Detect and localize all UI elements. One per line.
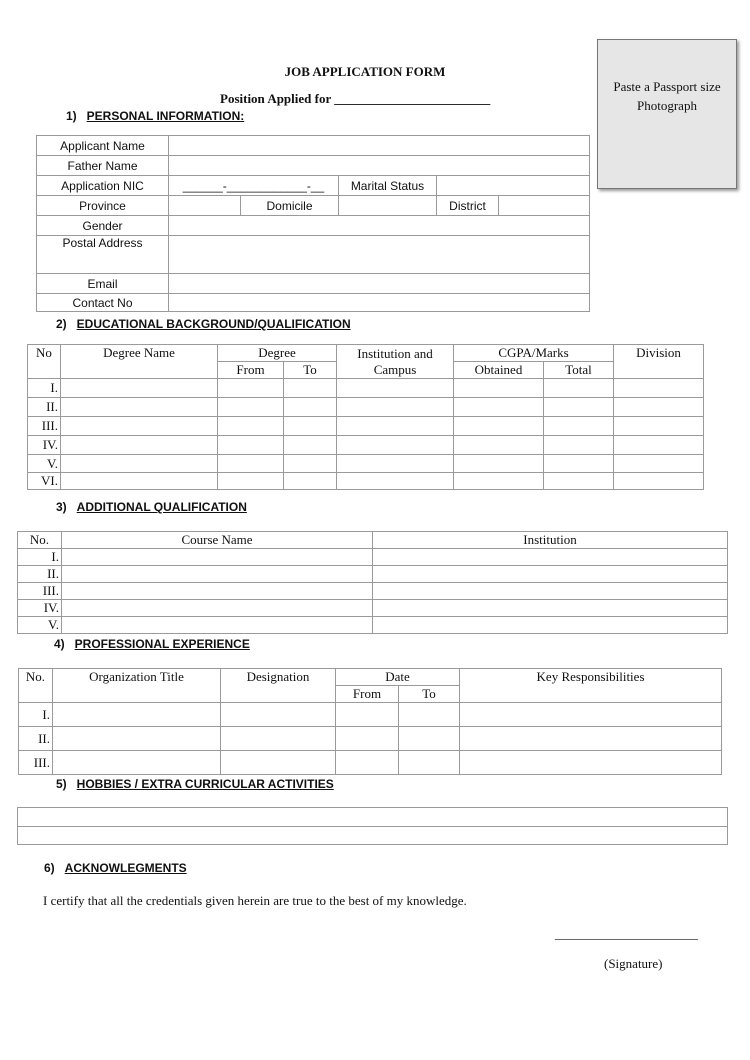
header-no: No.	[18, 532, 62, 549]
header-institution: Institution	[373, 532, 728, 549]
cell-from[interactable]	[218, 436, 284, 455]
section-hobbies-heading	[56, 777, 334, 791]
cell-institution[interactable]	[337, 417, 454, 436]
cell-division[interactable]	[614, 417, 704, 436]
cell-designation[interactable]	[221, 751, 336, 775]
cell-total[interactable]	[544, 473, 614, 490]
header-to: To	[284, 362, 337, 379]
header-no: No	[28, 345, 61, 379]
section-number: 5)	[56, 777, 67, 791]
cell-from[interactable]	[218, 417, 284, 436]
row-number: II.	[19, 727, 53, 751]
position-applied-field[interactable]: Position Applied for ________________________	[220, 91, 491, 106]
cell-total[interactable]	[544, 379, 614, 398]
cell-institution[interactable]	[373, 583, 728, 600]
row-number: IV.	[28, 436, 61, 455]
header-organization-title: Organization Title	[53, 669, 221, 703]
cell-obtained[interactable]	[454, 455, 544, 473]
section-number: 4)	[54, 637, 65, 651]
acknowledgment-statement: I certify that all the credentials given herein are true to the best of my knowledge.	[43, 893, 467, 908]
cell-institution[interactable]	[373, 566, 728, 583]
cell-to[interactable]	[284, 398, 337, 417]
cell-obtained[interactable]	[454, 398, 544, 417]
cell-institution[interactable]	[337, 398, 454, 417]
signature-label: (Signature)	[604, 956, 663, 971]
cell-organization[interactable]	[53, 727, 221, 751]
section-education-heading	[56, 317, 351, 331]
section-number: 3)	[56, 500, 67, 514]
row-number: V.	[28, 455, 61, 473]
cell-institution[interactable]	[373, 600, 728, 617]
hobbies-table	[17, 807, 728, 845]
cell-to[interactable]	[284, 436, 337, 455]
label-marital-status: Marital Status	[339, 176, 437, 196]
input-nic[interactable]: ______-____________-__	[169, 176, 339, 196]
passport-photo-box[interactable]	[597, 39, 737, 189]
section-additional-heading	[56, 500, 247, 514]
cell-from[interactable]	[218, 473, 284, 490]
cell-organization[interactable]	[53, 751, 221, 775]
cell-from[interactable]	[336, 727, 399, 751]
cell-institution[interactable]	[337, 379, 454, 398]
header-degree-name: Degree Name	[61, 345, 218, 379]
cell-designation[interactable]	[221, 727, 336, 751]
cell-obtained[interactable]	[454, 436, 544, 455]
cell-division[interactable]	[614, 436, 704, 455]
header-date: Date	[336, 669, 460, 686]
education-table	[27, 344, 704, 490]
label-contact-no: Contact No	[37, 294, 169, 312]
cell-from[interactable]	[218, 379, 284, 398]
cell-degree-name[interactable]	[61, 436, 218, 455]
cell-organization[interactable]	[53, 703, 221, 727]
input-hobbies-line[interactable]	[18, 808, 728, 827]
cell-to[interactable]	[284, 473, 337, 490]
cell-institution[interactable]	[373, 549, 728, 566]
cell-total[interactable]	[544, 436, 614, 455]
cell-division[interactable]	[614, 473, 704, 490]
additional-qualification-table	[17, 531, 728, 634]
photo-box-text-line1: Paste a Passport size	[613, 79, 721, 94]
cell-to[interactable]	[284, 417, 337, 436]
cell-degree-name[interactable]	[61, 473, 218, 490]
header-institution-line2: Campus	[373, 361, 417, 377]
label-domicile: Domicile	[241, 196, 339, 216]
header-key-responsibilities: Key Responsibilities	[460, 669, 722, 703]
cell-division[interactable]	[614, 398, 704, 417]
cell-division[interactable]	[614, 379, 704, 398]
cell-from[interactable]	[336, 703, 399, 727]
label-gender: Gender	[37, 216, 169, 236]
input-marital-status[interactable]	[437, 176, 590, 196]
input-hobbies-line[interactable]	[18, 827, 728, 845]
cell-institution[interactable]	[337, 473, 454, 490]
label-postal-address: Postal Address	[37, 236, 169, 274]
cell-course-name[interactable]	[62, 617, 373, 634]
cell-from[interactable]	[336, 751, 399, 775]
header-institution-line1: Institution and	[357, 345, 433, 361]
cell-to[interactable]	[284, 379, 337, 398]
cell-responsibilities[interactable]	[460, 751, 722, 775]
section-personal-heading	[66, 109, 244, 123]
cell-course-name[interactable]	[62, 549, 373, 566]
cell-degree-name[interactable]	[61, 398, 218, 417]
section-experience-heading	[54, 637, 250, 651]
cell-institution[interactable]	[337, 436, 454, 455]
cell-responsibilities[interactable]	[460, 727, 722, 751]
cell-to[interactable]	[399, 727, 460, 751]
form-title: JOB APPLICATION FORM	[284, 64, 446, 79]
signature-line[interactable]: ______________________	[555, 926, 698, 941]
row-number: IV.	[18, 600, 62, 617]
cell-division[interactable]	[614, 455, 704, 473]
input-province[interactable]	[169, 196, 241, 216]
cell-to[interactable]	[399, 703, 460, 727]
label-province: Province	[37, 196, 169, 216]
cell-course-name[interactable]	[62, 583, 373, 600]
section-title: ACKNOWLEGMENTS	[64, 861, 187, 875]
cell-to[interactable]	[399, 751, 460, 775]
header-to: To	[399, 686, 460, 703]
cell-degree-name[interactable]	[61, 417, 218, 436]
row-number: II.	[18, 566, 62, 583]
personal-info-table	[36, 135, 590, 312]
section-title: HOBBIES / EXTRA CURRICULAR ACTIVITIES	[76, 777, 334, 791]
row-number: I.	[28, 379, 61, 398]
header-total: Total	[544, 362, 614, 379]
cell-course-name[interactable]	[62, 600, 373, 617]
header-from: From	[218, 362, 284, 379]
header-designation: Designation	[221, 669, 336, 703]
cell-obtained[interactable]	[454, 417, 544, 436]
label-email: Email	[37, 274, 169, 294]
row-number: III.	[18, 583, 62, 600]
header-obtained: Obtained	[454, 362, 544, 379]
header-course-name: Course Name	[62, 532, 373, 549]
header-no: No.	[19, 669, 53, 703]
section-ack-heading	[44, 861, 187, 875]
header-from: From	[336, 686, 399, 703]
cell-institution[interactable]	[337, 455, 454, 473]
cell-from[interactable]	[218, 398, 284, 417]
label-father-name: Father Name	[37, 156, 169, 176]
header-degree: Degree	[218, 345, 337, 362]
row-number: VI.	[28, 473, 61, 490]
cell-total[interactable]	[544, 398, 614, 417]
section-number: 1)	[66, 109, 77, 123]
cell-degree-name[interactable]	[61, 455, 218, 473]
cell-designation[interactable]	[221, 703, 336, 727]
input-postal-address[interactable]	[169, 236, 590, 274]
cell-degree-name[interactable]	[61, 379, 218, 398]
experience-table	[18, 668, 722, 775]
section-title: PERSONAL INFORMATION:	[86, 109, 245, 123]
cell-obtained[interactable]	[454, 379, 544, 398]
label-applicant-name: Applicant Name	[37, 136, 169, 156]
row-number: III.	[28, 417, 61, 436]
row-number: III.	[19, 751, 53, 775]
header-cgpa: CGPA/Marks	[454, 345, 614, 362]
row-number: II.	[28, 398, 61, 417]
cell-course-name[interactable]	[62, 566, 373, 583]
input-contact-no[interactable]	[169, 294, 590, 312]
photo-box-text-line2: Photograph	[637, 98, 697, 113]
input-email[interactable]	[169, 274, 590, 294]
label-application-nic: Application NIC	[37, 176, 169, 196]
cell-total[interactable]	[544, 417, 614, 436]
row-number: I.	[19, 703, 53, 727]
section-number: 2)	[56, 317, 67, 331]
cell-from[interactable]	[218, 455, 284, 473]
row-number: V.	[18, 617, 62, 634]
input-domicile[interactable]	[339, 196, 437, 216]
section-title: ADDITIONAL QUALIFICATION	[76, 500, 247, 514]
input-district[interactable]	[499, 196, 590, 216]
input-applicant-name[interactable]	[169, 136, 590, 156]
input-gender[interactable]	[169, 216, 590, 236]
cell-obtained[interactable]	[454, 473, 544, 490]
header-division: Division	[614, 345, 704, 379]
section-title: PROFESSIONAL EXPERIENCE	[74, 637, 250, 651]
label-district: District	[437, 196, 499, 216]
section-number: 6)	[44, 861, 55, 875]
section-title: EDUCATIONAL BACKGROUND/QUALIFICATION	[76, 317, 351, 331]
cell-total[interactable]	[544, 455, 614, 473]
header-institution	[337, 345, 454, 379]
input-father-name[interactable]	[169, 156, 590, 176]
cell-responsibilities[interactable]	[460, 703, 722, 727]
cell-to[interactable]	[284, 455, 337, 473]
cell-institution[interactable]	[373, 617, 728, 634]
row-number: I.	[18, 549, 62, 566]
